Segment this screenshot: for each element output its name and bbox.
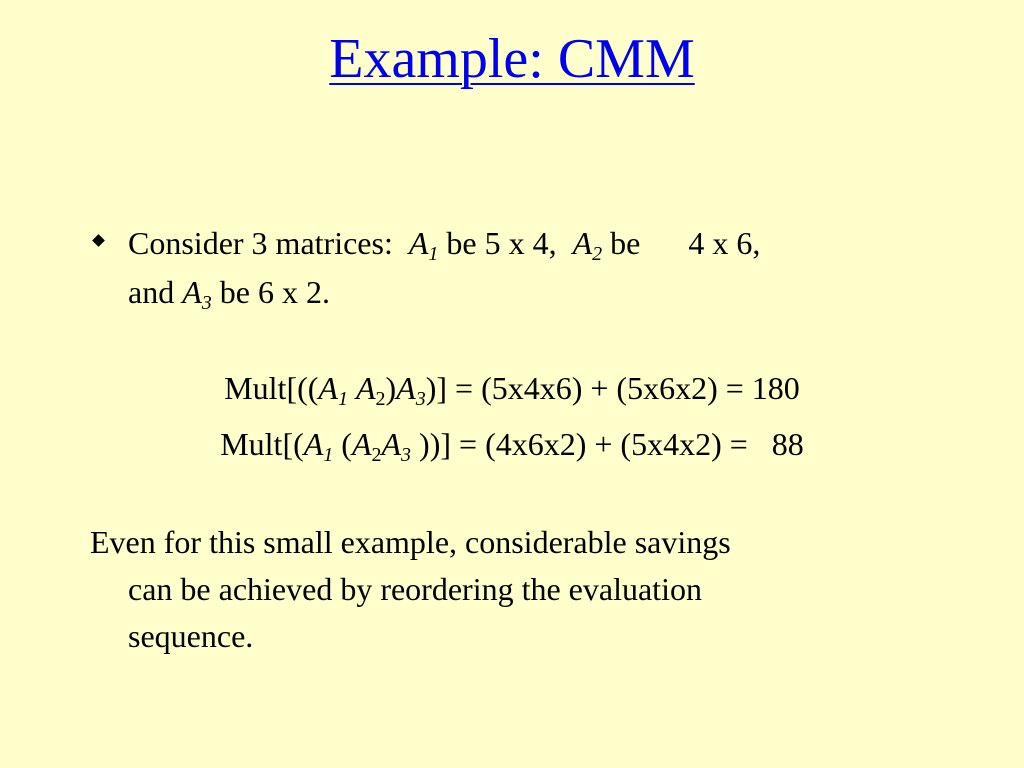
bullet-and-text: and <box>128 274 175 310</box>
matrix-a2-subscript: 2 <box>592 243 603 265</box>
matrix-a1-subscript: 1 <box>428 243 439 265</box>
conclusion-paragraph <box>90 519 920 660</box>
bullet-lead-text: Consider 3 matrices: <box>128 225 393 261</box>
matrix-a3-dims: be 6 x 2. <box>219 274 330 310</box>
matrix-a2-be: be <box>610 225 641 261</box>
conclusion-line-1: Even for this small example, considerable savings <box>90 524 731 560</box>
matrix-a3-subscript: 3 <box>201 292 212 314</box>
conclusion-line-2: can be achieved by reordering the evaluation <box>128 571 702 607</box>
formula-left-grouping: $Mult[((A_1$ $A_2)A_3)] = (5x4x6) + (5x6x2) = 180$ <box>224 370 800 410</box>
bullet-line-2 <box>128 268 940 317</box>
bullet-text <box>128 219 940 317</box>
diamond-bullet-icon <box>92 234 105 247</box>
matrix-a1-dims: be 5 x 4, <box>446 225 557 261</box>
formula-right-grouping: $Mult[(A_1$ ($A_2A_3$ ))] = (4x6x2) + (5x4x2) = 88 <box>220 426 804 466</box>
matrix-a2-dims: 4 x 6, <box>688 225 761 261</box>
slide-title: Example: CMM <box>329 28 695 90</box>
matrix-a2-letter: A <box>572 225 593 261</box>
conclusion-line-3: sequence. <box>128 618 254 654</box>
bullet-line-1 <box>128 219 940 268</box>
matrix-a3-letter: A <box>182 274 202 310</box>
bullet-item <box>90 219 940 317</box>
matrix-a1-letter: A <box>408 225 429 261</box>
